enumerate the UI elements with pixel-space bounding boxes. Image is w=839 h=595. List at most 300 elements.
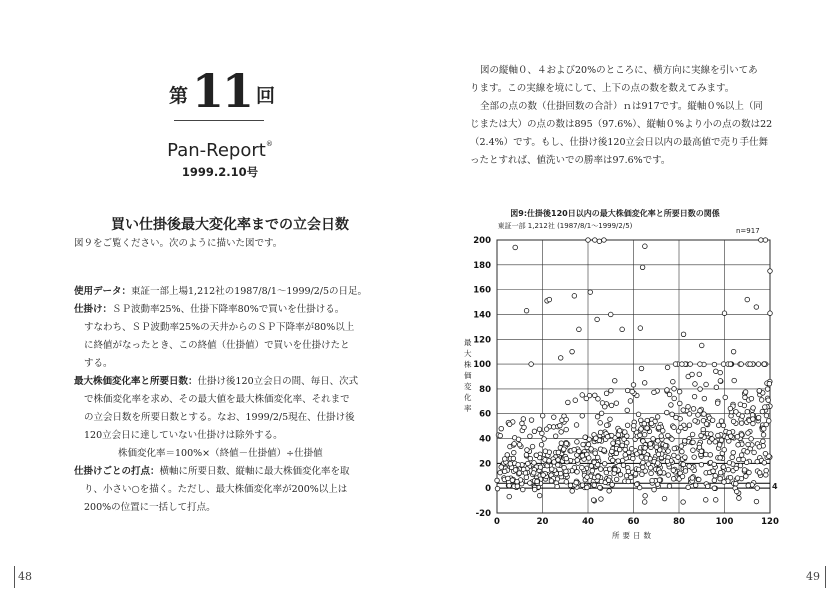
data-point [638,433,643,438]
data-point [534,453,539,458]
data-point [495,478,500,483]
paragraph-line: ったとすれば、値洗いでの勝率は97.6%です。 [470,155,671,166]
data-point [630,389,635,394]
data-point [761,439,766,444]
data-point [672,446,677,451]
data-point [681,500,686,505]
data-point [672,396,677,401]
data-point [672,386,677,391]
data-point [748,362,753,367]
data-point [607,489,612,494]
data-point [699,343,704,348]
data-point [639,427,644,432]
data-point [521,487,526,492]
data-point [558,423,563,428]
data-point [665,459,670,464]
data-point [589,447,594,452]
data-point [722,480,727,485]
data-point [671,379,676,384]
data-point [521,417,526,422]
data-point [606,478,611,483]
data-point [759,238,764,243]
data-point [766,398,771,403]
data-point [552,460,557,465]
data-point [731,419,736,424]
data-point [528,481,533,486]
data-point [643,446,648,451]
data-point [705,484,710,489]
data-point [529,418,534,423]
data-point [652,487,657,492]
data-point [712,486,717,491]
data-point [672,453,677,458]
data-point [751,417,756,422]
data-point [610,482,615,487]
definition-item: 仕掛け：ＳＰ波動率25%、仕掛下降率80%で買いを仕掛ける。 [74,304,345,315]
data-point [682,439,687,444]
data-point [598,467,603,472]
data-point [547,459,552,464]
data-point [547,297,552,302]
data-point [555,484,560,489]
data-point [734,489,739,494]
data-point [595,455,600,460]
data-point [628,399,633,404]
data-point [625,408,630,413]
data-point [721,362,726,367]
page-number-left: 48 [18,570,32,583]
data-point [738,463,743,468]
data-point [507,422,512,427]
definition-line: で株価変化率を求め、その最大値を最大株価変化率、それまで [84,394,350,405]
data-point [693,483,698,488]
data-point [559,441,564,446]
data-point [643,493,648,498]
data-point [683,455,688,460]
data-point [570,489,575,494]
data-point [542,437,547,442]
data-point [599,411,604,416]
data-point [511,456,516,461]
data-point [596,397,601,402]
data-point [669,403,674,408]
data-point [495,486,500,491]
data-point [674,415,679,420]
data-point [617,428,622,433]
data-point [621,463,626,468]
data-point [529,362,534,367]
data-point [713,474,718,479]
data-point [746,442,751,447]
data-point [506,476,511,481]
right-text [470,62,780,170]
data-point [516,462,521,467]
data-point [558,471,563,476]
data-point [745,297,750,302]
data-point [535,479,540,484]
data-point [749,396,754,401]
data-point [612,378,617,383]
data-point [588,290,593,295]
data-point [561,447,566,452]
data-point [632,423,637,428]
data-point [517,471,522,476]
definition-label: 仕掛け： [74,304,113,315]
data-point [755,459,760,464]
data-point [580,393,585,398]
data-point [564,456,569,461]
y-tick-label: -20 [475,509,491,519]
data-point [667,392,672,397]
data-point [690,372,695,377]
data-point [686,485,691,490]
data-point [692,455,697,460]
data-point [540,413,545,418]
data-point [530,444,535,449]
definition-item: 仕掛けごとの打点：横軸に所要日数、縦軸に最大株価変化率を取 [74,466,350,477]
data-point [634,482,639,487]
data-point [655,415,660,420]
definition-line: り、小さい○を描く。ただし、最大株価変化率が200%以上は [84,484,348,495]
data-point [640,472,645,477]
data-point [660,428,665,433]
definition-line: 200%の位置に一括して打点。 [84,502,216,513]
data-point [657,478,662,483]
data-point [677,389,682,394]
data-point [715,401,720,406]
data-point [710,418,715,423]
data-point [743,390,748,395]
data-point [609,388,614,393]
data-point [502,457,507,462]
data-point [681,408,686,413]
data-point [577,327,582,332]
data-point [739,421,744,426]
data-point [598,430,603,435]
data-point [704,452,709,457]
registered-mark: ® [265,140,273,148]
y-tick-label: 180 [473,260,491,271]
data-point [540,431,545,436]
data-point [538,465,543,470]
data-point [608,417,613,422]
data-point [551,415,556,420]
data-point [633,472,638,477]
data-point [592,483,597,488]
data-point [696,477,701,482]
data-point [539,442,544,447]
data-point [688,362,693,367]
data-point [580,413,585,418]
data-point [591,498,596,503]
y-axis-label: 最大株価変化率 [464,338,472,413]
data-point [640,465,645,470]
data-point [586,456,591,461]
y-tick-label: 200 [473,236,491,246]
data-point [549,479,554,484]
data-point [731,450,736,455]
data-point [670,437,675,442]
data-point [666,449,671,454]
data-point [656,425,661,430]
data-point [693,382,698,387]
data-point [734,409,739,414]
section-heading: 買い仕掛後最大変化率までの立会日数 [111,217,349,233]
data-point [763,405,768,410]
data-point [580,454,585,459]
data-point [641,460,646,465]
y-tick-label: 20 [479,459,491,470]
data-point [636,412,641,417]
data-point [730,455,735,460]
data-point [709,432,714,437]
data-point [749,437,754,442]
data-point [727,460,732,465]
data-point [553,434,558,439]
y-tick-label: 80 [479,384,491,395]
data-point [665,388,670,393]
data-point [581,442,586,447]
data-point [742,468,747,473]
data-point [666,473,671,478]
data-point [570,349,575,354]
title-divider [174,120,264,121]
data-point [631,456,636,461]
data-point [639,366,644,371]
data-point [499,465,504,470]
data-point [595,414,600,419]
y-tick-label: 40 [479,434,491,445]
chapter-title [168,62,276,118]
data-point [623,453,628,458]
data-point [564,441,569,446]
data-point [713,498,718,503]
data-point [699,462,704,467]
data-point [602,404,607,409]
data-point [568,483,573,488]
hline-label: 4 [772,482,778,491]
data-point [757,444,762,449]
data-point [702,396,707,401]
data-point [764,468,769,473]
data-point [648,442,653,447]
data-point [756,415,761,420]
data-point [757,471,762,476]
data-point [602,461,607,466]
data-point [678,425,683,430]
formula: 株価変化率＝100%×（終値－仕掛値）÷仕掛値 [118,448,323,459]
data-point [656,452,661,457]
data-point [642,432,647,437]
data-point [736,442,741,447]
data-point [691,440,696,445]
data-point [598,421,603,426]
data-point [532,461,537,466]
data-point [642,500,647,505]
definition-label: 使用データ： [74,286,132,297]
data-point [564,427,569,432]
data-point [523,471,528,476]
data-point [655,461,660,466]
data-point [746,483,751,488]
data-point [564,480,569,485]
data-point [723,395,728,400]
data-point [593,451,598,456]
data-point [719,438,724,443]
data-point [721,465,726,470]
data-point [516,437,521,442]
data-point [522,425,527,430]
data-point [598,485,603,490]
data-point [507,494,512,499]
data-point [584,396,589,401]
data-point [751,406,756,411]
data-point [620,443,625,448]
data-point [722,447,727,452]
data-point [763,238,768,243]
definition-label: 最大株価変化率と所要日数： [74,376,198,387]
data-point [719,419,724,424]
data-point [532,487,537,492]
page-number-right: 49 [806,570,820,583]
x-axis-label: 所要日数 [612,531,654,540]
data-point [680,449,685,454]
definition-item: 使用データ：東証一部上場1,212社の1987/8/1～1999/2/5の日足。 [74,286,368,297]
data-point [665,410,670,415]
data-point [629,475,634,480]
data-point [728,406,733,411]
data-point [767,381,772,386]
data-point [690,432,695,437]
data-point [768,311,773,316]
chapter-suffix: 回 [256,85,276,107]
chapter-prefix: 第 [168,85,188,107]
data-point [754,305,759,310]
x-tick-label: 80 [673,517,685,527]
data-point [528,434,533,439]
y-tick-label: 100 [473,360,491,371]
data-point [566,400,571,405]
y-tick-label: 0 [485,484,491,495]
report-title: Pan-Report® [167,140,273,161]
data-point [648,466,653,471]
x-tick-label: 120 [761,517,779,527]
data-point [575,470,580,475]
data-point [718,476,723,481]
data-point [508,462,513,467]
data-point [580,483,585,488]
data-point [691,407,696,412]
data-point [659,434,664,439]
data-point [718,379,723,384]
data-point [580,465,585,470]
data-point [574,423,579,428]
data-point [586,238,591,243]
data-point [691,448,696,453]
data-point [614,401,619,406]
data-point [575,440,580,445]
data-point [532,429,537,434]
paragraph-line: ります。この実線を境にして、上下の点の数を数えてみます。 [470,83,735,94]
data-point [671,468,676,473]
data-point [577,449,582,454]
data-point [756,362,761,367]
data-point [525,448,530,453]
data-point [604,391,609,396]
data-point [722,311,727,316]
data-point [524,475,529,480]
data-point [711,469,716,474]
data-point [575,458,580,463]
definition-line: 120立会日に達していない仕掛けは除外する。 [84,430,283,441]
report-date: 1999.2.10号 [181,165,259,179]
data-point [638,326,643,331]
data-point [713,369,718,374]
x-tick-label: 100 [715,517,734,527]
data-point [558,356,563,361]
data-point [712,462,717,467]
data-point [761,433,766,438]
paragraph-line: 図の縦軸０、４および20%のところに、横方向に実線を引いてあ [480,65,758,76]
data-point [681,462,686,467]
data-point [624,473,629,478]
data-point [572,294,577,299]
data-point [739,362,744,367]
data-point [658,470,663,475]
data-point [651,437,656,442]
data-point [625,388,630,393]
data-point [502,469,507,474]
data-point [616,459,621,464]
data-point [734,466,739,471]
data-point [599,497,604,502]
data-point [507,483,512,488]
data-point [605,434,610,439]
paragraph-line: （2.4%）です。もし、仕掛け後120立会日以内の最高値で売り手仕舞 [470,137,769,148]
data-point [643,244,648,249]
data-point [703,498,708,503]
data-point [593,238,598,243]
data-point [614,477,619,482]
data-point [687,464,692,469]
data-point [517,442,522,447]
data-point [762,460,767,465]
data-point [760,409,765,414]
y-tick-label: 120 [473,335,491,346]
data-point [586,442,591,447]
data-point [696,413,701,418]
definition-line: の立会日数を所要日数とする。なお、1999/2/5現在、仕掛け後 [84,412,355,423]
data-point [714,385,719,390]
data-point [690,476,695,481]
data-point [733,481,738,486]
chapter-number: 11 [192,64,253,118]
data-point [626,479,631,484]
data-point [573,398,578,403]
x-tick-label: 20 [536,517,549,527]
paragraph-line: 全部の点の数（仕掛回数の合計）ｎは917です。縦軸０%以上（同 [480,101,763,112]
data-point [718,370,723,375]
data-point [765,387,770,392]
data-point [708,453,713,458]
data-point [543,449,548,454]
intro-text: 図９をご覧ください。次のように描いた図です。 [74,238,283,249]
data-point [746,431,751,436]
data-point [698,362,703,367]
data-point [712,478,717,483]
data-point [635,452,640,457]
data-point [666,433,671,438]
